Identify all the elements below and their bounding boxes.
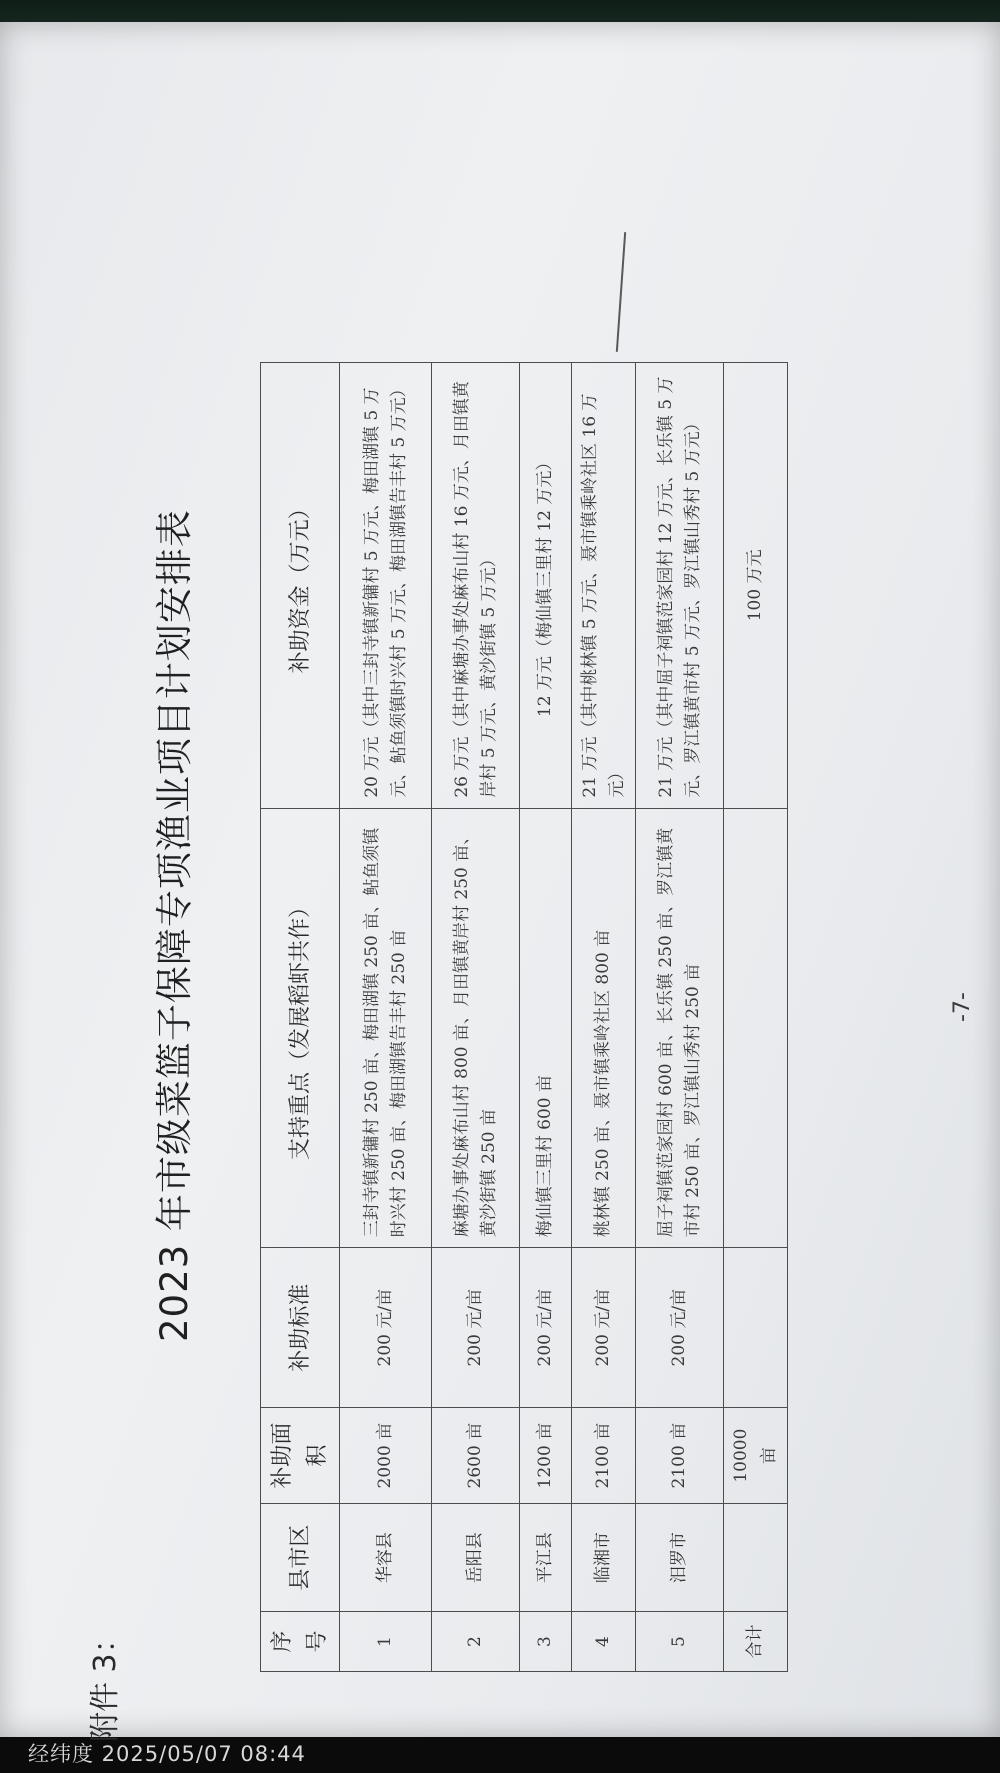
table-row	[520, 363, 572, 1672]
photo-timestamp-watermark: 经纬度 2025/05/07 08:44	[28, 1742, 306, 1766]
table-row	[572, 363, 636, 1672]
header-funds: 补助资金（万元）	[261, 363, 340, 809]
cell-focus: 三封寺镇新镛村 250 亩、梅田湖镇 250 亩、鲇鱼须镇时兴村 250 亩、梅田湖镇告丰村 250 亩	[340, 808, 432, 1248]
document-page	[0, 22, 1000, 1742]
cell-focus: 屈子祠镇范家园村 600 亩、长乐镇 250 亩、罗江镇黄市村 250 亩、罗江镇山秀村 250 亩	[636, 808, 724, 1248]
cell-empty	[724, 1248, 787, 1408]
page-number: -7-	[950, 992, 975, 1022]
document-title: 2023 年市级菜篮子保障专项渔业项目计划安排表	[153, 509, 196, 1342]
cell-funds: 20 万元（其中三封寺镇新镛村 5 万元、梅田湖镇 5 万元、鲇鱼须镇时兴村 5 万元、梅田湖镇告丰村 5 万元）	[340, 363, 432, 809]
rotated-content	[80, 0, 1000, 1742]
cell-no: 2	[432, 1612, 520, 1672]
cell-focus: 桃林镇 250 亩、聂市镇乘岭社区 800 亩	[572, 808, 636, 1248]
cell-county: 华容县	[340, 1504, 432, 1612]
cell-no: 1	[340, 1612, 432, 1672]
cell-standard: 200 元/亩	[572, 1248, 636, 1408]
header-no: 序号	[261, 1612, 340, 1672]
header-county: 县市区	[261, 1504, 340, 1612]
cell-no: 5	[636, 1612, 724, 1672]
table-row	[432, 363, 520, 1672]
cell-no: 3	[520, 1612, 572, 1672]
cell-focus: 梅仙镇三里村 600 亩	[520, 808, 572, 1248]
table-row	[636, 363, 724, 1672]
cell-area: 2000 亩	[340, 1408, 432, 1504]
cell-empty	[724, 1504, 787, 1612]
cell-standard: 200 元/亩	[520, 1248, 572, 1408]
table-header-row	[261, 363, 340, 1672]
attachment-label: 附件 3：	[88, 1623, 123, 1742]
cell-funds: 26 万元（其中麻塘办事处麻布山村 16 万元、月田镇黄岸村 5 万元、黄沙街镇 5 万元）	[432, 363, 520, 809]
cell-standard: 200 元/亩	[432, 1248, 520, 1408]
header-area: 补助面积	[261, 1408, 340, 1504]
cell-funds: 21 万元（其中桃林镇 5 万元、聂市镇乘岭社区 16 万元）	[572, 363, 636, 809]
cell-standard: 200 元/亩	[636, 1248, 724, 1408]
cell-empty	[724, 808, 787, 1248]
table-total-row	[724, 363, 787, 1672]
cell-county: 平江县	[520, 1504, 572, 1612]
cell-total-funds: 100 万元	[724, 363, 787, 809]
cell-focus: 麻塘办事处麻布山村 800 亩、月田镇黄岸村 250 亩、黄沙街镇 250 亩	[432, 808, 520, 1248]
header-focus: 支持重点（发展稻虾共作）	[261, 808, 340, 1248]
cell-funds: 21 万元（其中屈子祠镇范家园村 12 万元、长乐镇 5 万元、罗江镇黄市村 5 万元、罗江镇山秀村 5 万元）	[636, 363, 724, 809]
cell-county: 汨罗市	[636, 1504, 724, 1612]
cell-standard: 200 元/亩	[340, 1248, 432, 1408]
cell-area: 2100 亩	[572, 1408, 636, 1504]
cell-total-area: 10000 亩	[724, 1408, 787, 1504]
cell-area: 2100 亩	[636, 1408, 724, 1504]
cell-area: 1200 亩	[520, 1408, 572, 1504]
header-standard: 补助标准	[261, 1248, 340, 1408]
cell-no: 4	[572, 1612, 636, 1672]
cell-funds: 12 万元（梅仙镇三里村 12 万元）	[520, 363, 572, 809]
table-row	[340, 363, 432, 1672]
plan-table	[260, 362, 788, 1672]
cell-county: 岳阳县	[432, 1504, 520, 1612]
cell-county: 临湘市	[572, 1504, 636, 1612]
cell-total-label: 合计	[724, 1612, 787, 1672]
cell-area: 2600 亩	[432, 1408, 520, 1504]
